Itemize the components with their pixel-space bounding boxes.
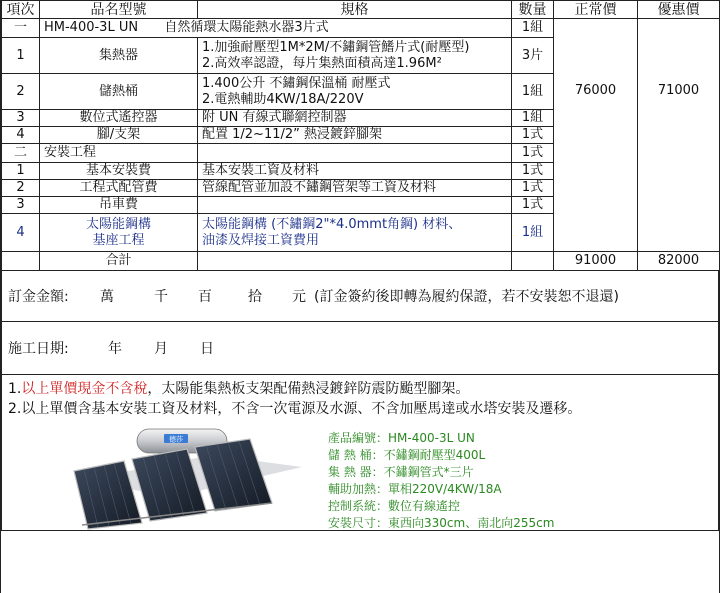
spec-line: 產品編號：HM-400-3L UN	[328, 431, 475, 445]
item-no: 2	[2, 74, 40, 110]
note-prefix: 1.	[8, 381, 22, 397]
deposit-unit: 千	[154, 289, 168, 305]
item-no: 1	[2, 163, 40, 180]
note-1	[8, 379, 712, 399]
note-2: 2.以上單價含基本安裝工資及材料，不含一次電源及水源、不含加壓馬達或水塔安裝及遷移。	[8, 401, 582, 417]
price1-normal: 76000	[554, 19, 638, 252]
item-spec-line: 2.高效率認證，每片集熱面積高達1.96M²	[202, 55, 442, 71]
deposit-unit: 萬	[100, 289, 114, 305]
item-name: 數位式遙控器	[40, 110, 198, 127]
item-spec: 配置 1/2~11/2” 熱浸鍍鋅腳架	[198, 127, 512, 144]
item-no: 3	[2, 110, 40, 127]
spec-line: 集 熱 器：不鏽鋼管式*三片	[328, 465, 474, 479]
item-name: 基本安裝費	[40, 163, 198, 180]
item-spec: 管線配管並加設不鏽鋼管架等工資及材料	[198, 180, 512, 197]
spec-line: 安裝尺寸：東西向330cm、南北向255cm	[328, 516, 555, 530]
total-normal: 91000	[554, 252, 638, 271]
date-day: 日	[200, 341, 214, 357]
deposit-row	[2, 271, 718, 321]
section1-model: HM-400-3L UN	[44, 20, 139, 35]
item-name: 工程式配管費	[40, 180, 198, 197]
note-text: ，太陽能集熱板支架配備熱浸鍍鋅防震防颱型腳架。	[147, 381, 470, 397]
item-spec	[198, 214, 512, 252]
product-logo: 德莎	[169, 435, 183, 444]
product-spec-list	[328, 430, 554, 532]
item-spec	[198, 74, 512, 110]
item-no: 2	[2, 180, 40, 197]
spec-line: 儲 熱 桶：不鏽鋼耐壓型400L	[328, 448, 486, 462]
section2-qty: 1式	[512, 144, 554, 163]
item-qty: 1組	[512, 110, 554, 127]
deposit-unit: 百	[198, 289, 212, 305]
quotation-table	[1, 0, 720, 271]
header-normal-price: 正常價	[554, 1, 638, 19]
deposit-unit: 元	[292, 289, 306, 305]
item-name	[40, 214, 198, 252]
item-qty: 1式	[512, 127, 554, 144]
total-promo: 82000	[638, 252, 720, 271]
item-spec	[198, 197, 512, 214]
lower-section	[1, 271, 719, 531]
section1-title: 自然循環太陽能熱水器3片式	[164, 20, 329, 35]
section2-title: 安裝工程	[40, 144, 198, 163]
item-no: 1	[2, 38, 40, 74]
item-qty: 1式	[512, 163, 554, 180]
header-spec: 規格	[198, 1, 512, 19]
header-qty: 數量	[512, 1, 554, 19]
section2-no: 二	[2, 144, 40, 163]
total-label: 合計	[40, 252, 198, 271]
section1-title-cell	[40, 19, 512, 38]
total-row	[2, 252, 720, 271]
item-qty: 3片	[512, 38, 554, 74]
construction-date-row	[2, 321, 718, 374]
deposit-note: (訂金簽約後即轉為履約保證，若不安裝恕不退還)	[314, 289, 619, 305]
deposit-unit: 拾	[248, 289, 262, 305]
note-highlight: 以上單價現金不含稅	[21, 381, 148, 397]
date-label: 施工日期:	[8, 341, 69, 357]
item-spec-line: 油漆及焊接工資費用	[202, 232, 320, 248]
item-name-line: 太陽能鋼構	[85, 216, 151, 232]
header-row	[2, 1, 720, 19]
item-name: 腳/支架	[40, 127, 198, 144]
item-spec-line: 太陽能鋼構 (不鏽鋼2"*4.0mmt角鋼) 材料、	[202, 216, 462, 232]
item-qty: 1式	[512, 197, 554, 214]
header-model: 品名型號	[40, 1, 198, 19]
item-qty: 1組	[512, 214, 554, 252]
header-no: 項次	[2, 1, 40, 19]
header-promo-price: 優惠價	[638, 1, 720, 19]
date-year: 年	[108, 341, 122, 357]
item-name-line: 基座工程	[92, 232, 145, 248]
section1-row	[2, 19, 720, 38]
deposit-label: 訂金金額:	[8, 289, 69, 305]
item-spec	[198, 38, 512, 74]
price1-promo: 71000	[638, 19, 720, 252]
item-qty: 1式	[512, 180, 554, 197]
notes-section	[2, 374, 718, 530]
item-spec: 附 UN 有線式聯網控制器	[198, 110, 512, 127]
spec-line: 輔助加熱：單相220V/4KW/18A	[328, 482, 502, 496]
section2-spec	[198, 144, 512, 163]
item-name: 吊車費	[40, 197, 198, 214]
section1-no: 一	[2, 19, 40, 38]
item-spec-line: 2.電熱輔助4KW/18A/220V	[202, 91, 364, 107]
item-name: 儲熱桶	[40, 74, 198, 110]
spec-line: 控制系統：數位有線遙控	[328, 499, 461, 513]
item-spec: 基本安裝工資及材料	[198, 163, 512, 180]
item-no: 4	[2, 214, 40, 252]
date-month: 月	[154, 341, 168, 357]
item-no: 4	[2, 127, 40, 144]
item-no: 3	[2, 197, 40, 214]
section1-qty: 1組	[512, 19, 554, 38]
item-name: 集熱器	[40, 38, 198, 74]
item-qty: 1組	[512, 74, 554, 110]
solar-heater-image	[62, 425, 312, 530]
item-spec-line: 1.400公升 不鏽鋼保溫桶 耐壓式	[202, 75, 391, 91]
item-spec-line: 1.加強耐壓型1M*2M/不鏽鋼管鰭片式(耐壓型)	[202, 39, 470, 55]
